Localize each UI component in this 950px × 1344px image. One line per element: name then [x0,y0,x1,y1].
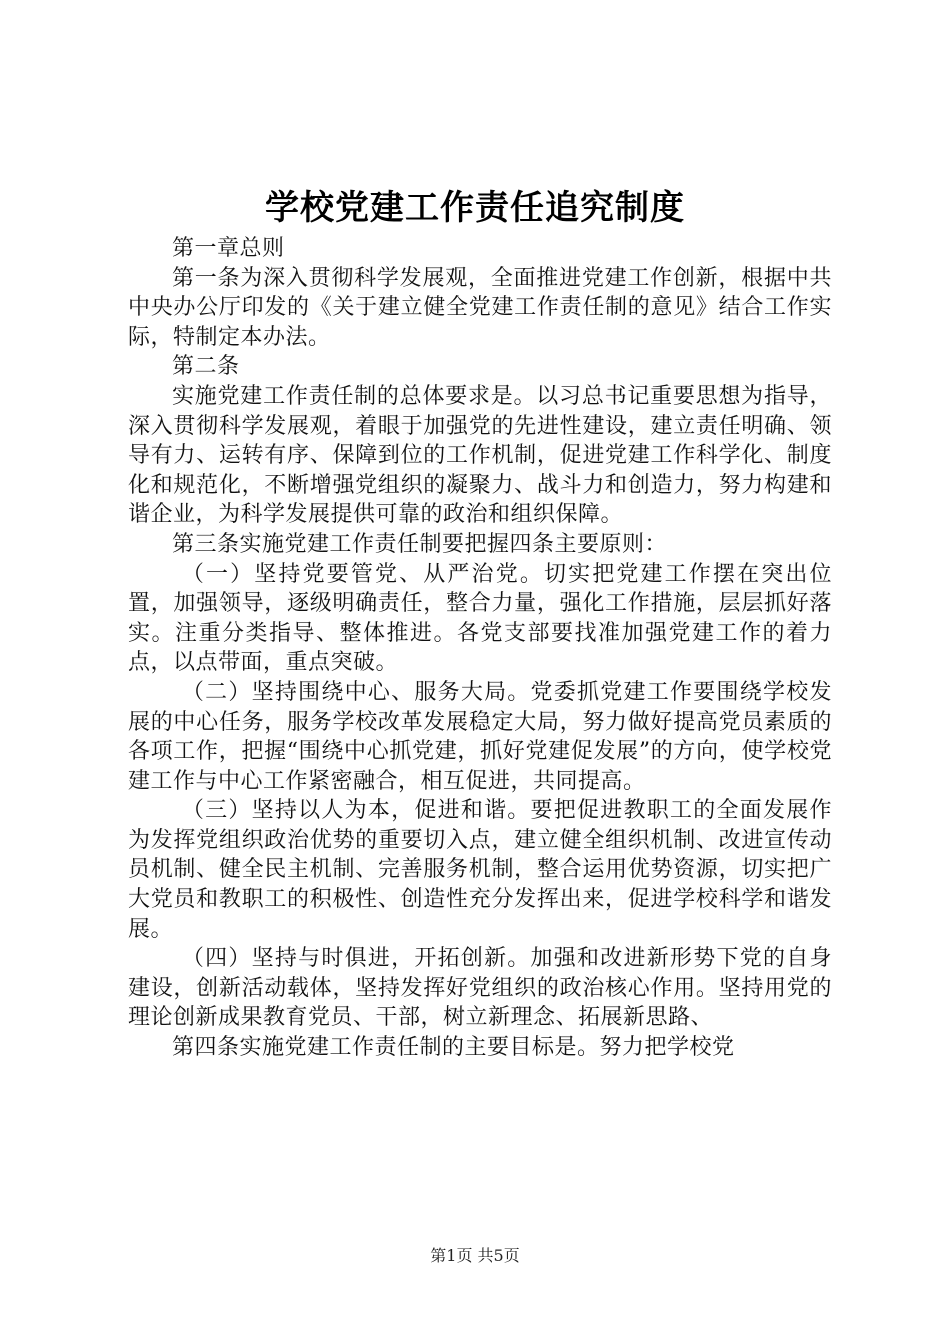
article-paragraph: 第一条为深入贯彻科学发展观，全面推进党建工作创新，根据中共中央办公厅印发的《关于建立健全党建工作责任制的意见》结合工作实际，特制定本办法。 [128,265,832,350]
principle-paragraph: （三）坚持以人为本，促进和谐。要把促进教职工的全面发展作为发挥党组织政治优势的重要切入点，建立健全组织机制、改进宣传动员机制、健全民主机制、完善服务机制，整合运用优势资源，切实把广大党员和教职工的积极性、创造性充分发挥出来，促进学校科学和谐发展。 [128,798,832,942]
page-number: 第1页 共5页 [430,1246,520,1265]
article-heading: 第二条 [172,354,240,380]
chapter-heading: 第一章总则 [172,236,285,261]
article-paragraph: 第三条实施党建工作责任制要把握四条主要原则： [172,531,668,557]
principle-paragraph: （四）坚持与时俱进，开拓创新。加强和改进新形势下党的自身建设，创新活动载体，坚持发挥好党组织的政治核心作用。坚持用党的理论创新成果教育党员、干部，树立新理念、拓展新思路、 [128,946,832,1031]
article-paragraph: 实施党建工作责任制的总体要求是。以习总书记重要思想为指导，深入贯彻科学发展观，着眼于加强党的先进性建设，建立责任明确、领导有力、运转有序、保障到位的工作机制，促进党建工作科学化、制度化和规范化，不断增强党组织的凝聚力、战斗力和创造力，努力构建和谐企业，为科学发展提供可靠的政治和组织保障。 [128,383,832,528]
principle-paragraph: （一）坚持党要管党、从严治党。切实把党建工作摆在突出位置，加强领导，逐级明确责任，整合力量，强化工作措施，层层抓好落实。注重分类指导、整体推进。各党支部要找准加强党建工作的着力点，以点带面，重点突破。 [128,561,832,676]
principle-paragraph: （二）坚持围绕中心、服务大局。党委抓党建工作要围绕学校发展的中心任务，服务学校改革发展稳定大局，努力做好提高党员素质的各项工作，把握“围绕中心抓党建，抓好党建促发展”的方向，使学校党建工作与中心工作紧密融合，相互促进，共同提高。 [128,679,832,794]
document-title: 学校党建工作责任追究制度 [265,188,685,228]
document-body [128,234,832,1063]
article-paragraph: 第四条实施党建工作责任制的主要目标是。努力把学校党 [172,1035,735,1061]
